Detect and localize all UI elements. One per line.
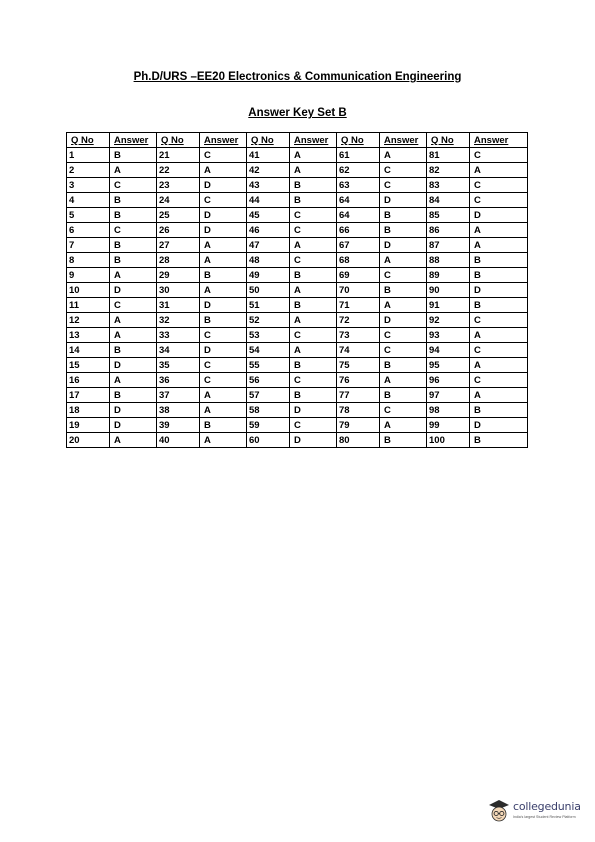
question-number-cell: 29 [157,268,200,283]
answer-cell: B [290,193,337,208]
question-number-cell: 77 [337,388,380,403]
answer-cell: C [200,358,247,373]
answer-key-table [66,132,528,448]
question-number-cell: 56 [247,373,290,388]
answer-cell: C [380,268,427,283]
answer-cell: D [110,358,157,373]
answer-cell: A [110,163,157,178]
header-q-no: Q No [67,133,110,148]
answer-cell: C [470,148,528,163]
header-q-no: Q No [427,133,470,148]
question-number-cell: 43 [247,178,290,193]
question-number-cell: 63 [337,178,380,193]
answer-cell: B [290,268,337,283]
header-answer: Answer [470,133,528,148]
answer-cell: D [380,238,427,253]
answer-cell: B [470,298,528,313]
header-answer: Answer [200,133,247,148]
table-row [67,178,528,193]
question-number-cell: 47 [247,238,290,253]
answer-cell: A [290,343,337,358]
answer-cell: A [470,328,528,343]
answer-cell: A [200,163,247,178]
answer-cell: A [470,388,528,403]
answer-cell: B [290,388,337,403]
question-number-cell: 37 [157,388,200,403]
answer-cell: A [110,268,157,283]
question-number-cell: 82 [427,163,470,178]
question-number-cell: 83 [427,178,470,193]
question-number-cell: 42 [247,163,290,178]
question-number-cell: 13 [67,328,110,343]
answer-cell: D [200,298,247,313]
answer-cell: A [200,253,247,268]
question-number-cell: 68 [337,253,380,268]
answer-cell: A [200,433,247,448]
question-number-cell: 96 [427,373,470,388]
answer-cell: D [110,403,157,418]
answer-cell: A [200,388,247,403]
question-number-cell: 46 [247,223,290,238]
question-number-cell: 35 [157,358,200,373]
question-number-cell: 50 [247,283,290,298]
answer-cell: D [380,193,427,208]
question-number-cell: 5 [67,208,110,223]
answer-cell: A [290,148,337,163]
answer-cell: C [110,178,157,193]
question-number-cell: 81 [427,148,470,163]
question-number-cell: 59 [247,418,290,433]
answer-cell: B [110,208,157,223]
question-number-cell: 76 [337,373,380,388]
answer-cell: A [380,148,427,163]
question-number-cell: 9 [67,268,110,283]
question-number-cell: 3 [67,178,110,193]
answer-cell: A [290,238,337,253]
document-subtitle: Answer Key Set B [248,107,347,119]
question-number-cell: 4 [67,193,110,208]
question-number-cell: 85 [427,208,470,223]
brand-name: collegedunia [513,800,581,813]
answer-cell: A [110,373,157,388]
question-number-cell: 32 [157,313,200,328]
question-number-cell: 34 [157,343,200,358]
header-answer: Answer [110,133,157,148]
answer-cell: B [110,148,157,163]
answer-cell: D [470,283,528,298]
answer-cell: C [200,193,247,208]
question-number-cell: 31 [157,298,200,313]
question-number-cell: 75 [337,358,380,373]
question-number-cell: 2 [67,163,110,178]
answer-cell: B [200,418,247,433]
answer-cell: A [200,238,247,253]
answer-cell: C [290,223,337,238]
table-row [67,403,528,418]
document-title: Ph.D/URS –EE20 Electronics & Communication Engineering [133,71,462,83]
question-number-cell: 20 [67,433,110,448]
answer-cell: B [110,193,157,208]
answer-cell: D [200,208,247,223]
answer-cell: D [470,418,528,433]
table-row [67,373,528,388]
question-number-cell: 27 [157,238,200,253]
answer-cell: A [290,283,337,298]
question-number-cell: 45 [247,208,290,223]
answer-cell: B [200,313,247,328]
question-number-cell: 53 [247,328,290,343]
question-number-cell: 12 [67,313,110,328]
question-number-cell: 99 [427,418,470,433]
question-number-cell: 55 [247,358,290,373]
question-number-cell: 51 [247,298,290,313]
question-number-cell: 70 [337,283,380,298]
answer-cell: D [200,343,247,358]
question-number-cell: 19 [67,418,110,433]
question-number-cell: 61 [337,148,380,163]
question-number-cell: 88 [427,253,470,268]
question-number-cell: 22 [157,163,200,178]
answer-cell: B [380,223,427,238]
question-number-cell: 92 [427,313,470,328]
question-number-cell: 72 [337,313,380,328]
table-row [67,148,528,163]
question-number-cell: 90 [427,283,470,298]
question-number-cell: 39 [157,418,200,433]
answer-cell: C [290,208,337,223]
header-answer: Answer [290,133,337,148]
answer-cell: C [380,328,427,343]
answer-cell: C [110,223,157,238]
answer-cell: B [470,433,528,448]
question-number-cell: 38 [157,403,200,418]
header-q-no: Q No [157,133,200,148]
table-row [67,298,528,313]
answer-cell: B [110,238,157,253]
question-number-cell: 71 [337,298,380,313]
answer-cell: A [380,418,427,433]
table-row [67,328,528,343]
question-number-cell: 95 [427,358,470,373]
question-number-cell: 73 [337,328,380,343]
answer-cell: C [470,313,528,328]
answer-cell: C [290,328,337,343]
answer-cell: C [380,403,427,418]
question-number-cell: 8 [67,253,110,268]
table-header-row [67,133,528,148]
question-number-cell: 80 [337,433,380,448]
answer-cell: B [380,283,427,298]
answer-cell: D [110,283,157,298]
answer-cell: D [290,433,337,448]
question-number-cell: 49 [247,268,290,283]
header-q-no: Q No [247,133,290,148]
question-number-cell: 40 [157,433,200,448]
question-number-cell: 17 [67,388,110,403]
question-number-cell: 30 [157,283,200,298]
table-row [67,433,528,448]
question-number-cell: 62 [337,163,380,178]
question-number-cell: 16 [67,373,110,388]
table-row [67,238,528,253]
question-number-cell: 54 [247,343,290,358]
answer-cell: B [110,253,157,268]
answer-cell: B [290,178,337,193]
answer-cell: C [470,193,528,208]
question-number-cell: 58 [247,403,290,418]
table-row [67,388,528,403]
answer-cell: A [200,283,247,298]
answer-cell: A [470,163,528,178]
answer-cell: A [110,313,157,328]
answer-cell: D [380,313,427,328]
table-row [67,163,528,178]
answer-cell: C [200,328,247,343]
question-number-cell: 10 [67,283,110,298]
answer-cell: A [470,358,528,373]
table-row [67,268,528,283]
answer-cell: B [380,358,427,373]
question-number-cell: 89 [427,268,470,283]
answer-cell: B [110,343,157,358]
answer-cell: C [470,178,528,193]
question-number-cell: 97 [427,388,470,403]
answer-cell: C [290,418,337,433]
answer-cell: A [200,403,247,418]
answer-cell: D [200,178,247,193]
question-number-cell: 36 [157,373,200,388]
header-q-no: Q No [337,133,380,148]
answer-cell: B [290,298,337,313]
question-number-cell: 66 [337,223,380,238]
header-answer: Answer [380,133,427,148]
question-number-cell: 98 [427,403,470,418]
answer-cell: B [380,208,427,223]
answer-cell: A [290,313,337,328]
table-row [67,358,528,373]
answer-cell: A [290,163,337,178]
table-row [67,223,528,238]
answer-cell: A [380,373,427,388]
question-number-cell: 44 [247,193,290,208]
table-row [67,193,528,208]
question-number-cell: 25 [157,208,200,223]
table-row [67,208,528,223]
answer-cell: C [380,178,427,193]
question-number-cell: 74 [337,343,380,358]
question-number-cell: 93 [427,328,470,343]
answer-cell: D [110,418,157,433]
answer-cell: B [380,388,427,403]
question-number-cell: 64 [337,193,380,208]
question-number-cell: 48 [247,253,290,268]
question-number-cell: 23 [157,178,200,193]
table-row [67,343,528,358]
question-number-cell: 87 [427,238,470,253]
table-row [67,313,528,328]
question-number-cell: 86 [427,223,470,238]
question-number-cell: 57 [247,388,290,403]
answer-cell: A [110,328,157,343]
question-number-cell: 24 [157,193,200,208]
answer-cell: A [380,253,427,268]
answer-cell: D [200,223,247,238]
answer-cell: B [470,268,528,283]
question-number-cell: 84 [427,193,470,208]
collegedunia-watermark [486,796,581,830]
answer-cell: A [110,433,157,448]
question-number-cell: 11 [67,298,110,313]
question-number-cell: 1 [67,148,110,163]
question-number-cell: 7 [67,238,110,253]
answer-cell: A [470,223,528,238]
answer-cell: A [380,298,427,313]
answer-cell: B [200,268,247,283]
answer-cell: D [470,208,528,223]
answer-cell: D [290,403,337,418]
question-number-cell: 28 [157,253,200,268]
answer-cell: C [200,148,247,163]
question-number-cell: 6 [67,223,110,238]
question-number-cell: 21 [157,148,200,163]
question-number-cell: 15 [67,358,110,373]
question-number-cell: 18 [67,403,110,418]
answer-cell: B [470,403,528,418]
answer-cell: B [470,253,528,268]
question-number-cell: 52 [247,313,290,328]
answer-cell: B [380,433,427,448]
question-number-cell: 69 [337,268,380,283]
answer-cell: C [200,373,247,388]
answer-cell: C [470,343,528,358]
question-number-cell: 64 [337,208,380,223]
table-row [67,253,528,268]
answer-cell: C [380,163,427,178]
student-mascot-icon [486,798,512,824]
question-number-cell: 91 [427,298,470,313]
question-number-cell: 33 [157,328,200,343]
brand-tagline: India's largest Student Review Platform [513,815,576,819]
answer-cell: C [380,343,427,358]
question-number-cell: 14 [67,343,110,358]
answer-cell: C [290,253,337,268]
table-row [67,418,528,433]
question-number-cell: 60 [247,433,290,448]
answer-cell: B [110,388,157,403]
question-number-cell: 100 [427,433,470,448]
question-number-cell: 94 [427,343,470,358]
question-number-cell: 78 [337,403,380,418]
answer-cell: C [110,298,157,313]
table-row [67,283,528,298]
question-number-cell: 67 [337,238,380,253]
question-number-cell: 79 [337,418,380,433]
answer-cell: C [290,373,337,388]
answer-cell: A [470,238,528,253]
question-number-cell: 26 [157,223,200,238]
question-number-cell: 41 [247,148,290,163]
answer-cell: B [290,358,337,373]
answer-cell: C [470,373,528,388]
